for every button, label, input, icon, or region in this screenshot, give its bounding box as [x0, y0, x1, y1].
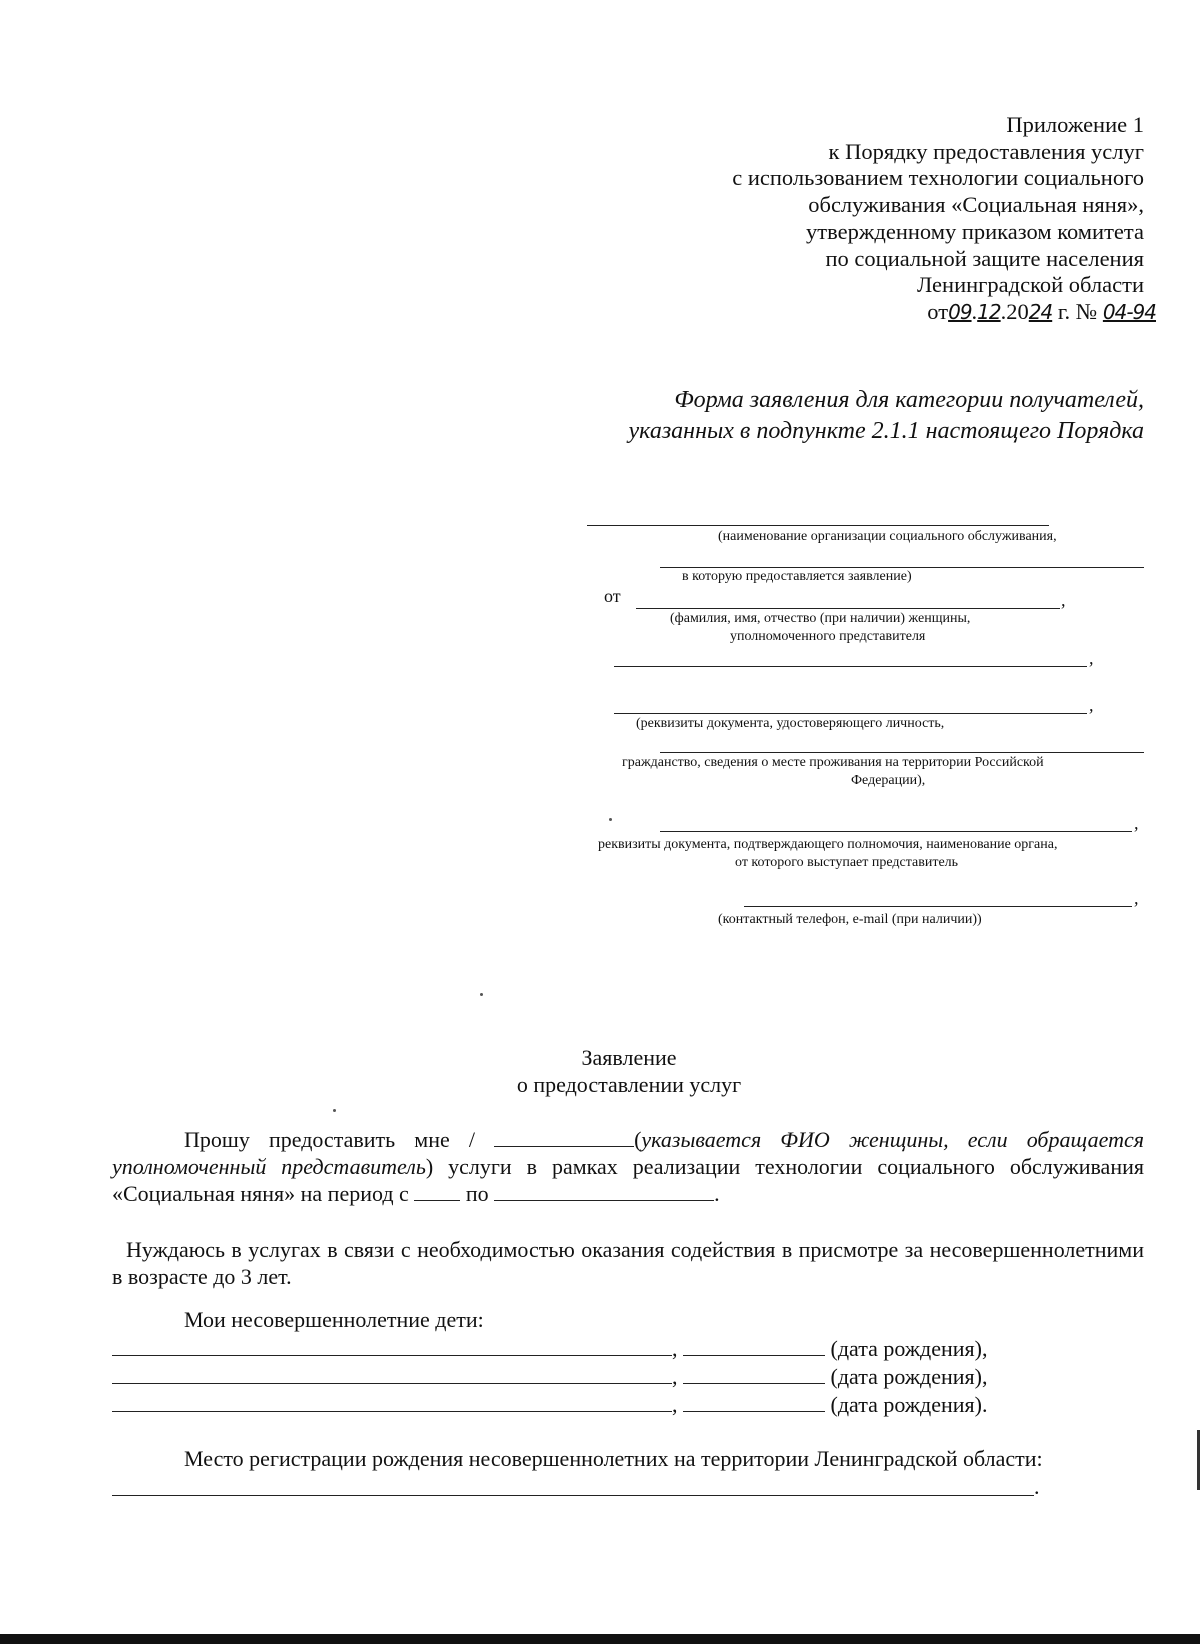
authority-hint-1: реквизиты документа, подтверждающего полномочия, наименование органа,: [598, 837, 1058, 852]
document-hint-1: (реквизиты документа, удостоверяющего личность,: [636, 716, 945, 731]
comma: ,: [1089, 695, 1094, 715]
request-text-middle: ) услуги в рамках реализации технологии социального обслуживания «Социальная няня» на период с: [112, 1154, 1144, 1206]
appendix-number: Приложение 1: [1006, 112, 1144, 137]
appendix-ref-line-3: с использованием технологии социального: [732, 165, 1144, 191]
order-date-line: [732, 299, 1156, 326]
document-line[interactable]: [614, 713, 1087, 714]
child-name-field[interactable]: [112, 1337, 672, 1356]
registration-end: .: [1034, 1474, 1040, 1499]
child-name-field[interactable]: [112, 1393, 672, 1412]
applicant-hint-1: (фамилия, имя, отчество (при наличии) женщины,: [670, 611, 971, 626]
period-start-blank[interactable]: [414, 1182, 460, 1201]
comma: ,: [1134, 813, 1139, 833]
comma: ,: [1134, 888, 1139, 908]
child-birthdate-field[interactable]: [683, 1337, 825, 1356]
authority-line[interactable]: [660, 831, 1132, 832]
form-title-line-1: Форма заявления для категории получателей,: [674, 387, 1144, 413]
fio-blank[interactable]: [494, 1128, 634, 1147]
child-row-3: [112, 1392, 987, 1418]
child-birthdate-field[interactable]: [683, 1393, 825, 1412]
scan-speck: [480, 993, 483, 996]
request-text-start: Прошу предоставить мне /: [184, 1127, 495, 1152]
contact-hint: (контактный телефон, e-mail (при наличии)): [718, 912, 982, 927]
appendix-ref-line-4: обслуживания «Социальная няня»,: [808, 192, 1144, 218]
form-title-line-2: указанных в подпункте 2.1.1 настоящего Порядка: [628, 418, 1144, 444]
fio-hint: указывается ФИО женщины, если обращается уполномоченный представитель: [112, 1127, 1144, 1179]
child-birthdate-field[interactable]: [683, 1365, 825, 1384]
appendix-ref-line-2: к Порядку предоставления услуг: [828, 138, 1144, 164]
request-paragraph: Прошу предоставить мне / (указывается ФИО женщины, если обращается уполномоченный представитель) услуги в рамках реализации технологии социального обслуживания «Социальная няня» на период с по .: [112, 1127, 1144, 1206]
statement-title: Заявление: [581, 1045, 677, 1070]
org-hint-2: в которую предоставляется заявление): [682, 569, 912, 584]
birthdate-hint: (дата рождения),: [825, 1336, 988, 1361]
document-line-2[interactable]: [660, 752, 1144, 753]
child-separator: ,: [672, 1392, 683, 1417]
applicant-hint-2: уполномоченного представителя: [730, 629, 926, 644]
order-number: 04-94: [1102, 299, 1156, 324]
birthdate-hint: (дата рождения),: [825, 1364, 988, 1389]
scan-speck: [609, 818, 612, 821]
child-name-field[interactable]: [112, 1365, 672, 1384]
scan-border: [0, 1634, 1200, 1644]
period-end-blank[interactable]: [494, 1182, 714, 1201]
org-hint-1: (наименование организации социального обслуживания,: [718, 529, 1057, 544]
date-separator: .: [971, 298, 978, 324]
need-paragraph: Нуждаюсь в услугах в связи с необходимостью оказания содействия в присмотре за несовершеннолетними в возрасте до 3 лет.: [112, 1237, 1144, 1289]
date-year-prefix: .20: [1000, 298, 1029, 324]
statement-subtitle: о предоставлении услуг: [516, 1072, 742, 1097]
date-day: 09: [948, 299, 972, 324]
applicant-name-line[interactable]: [636, 608, 1060, 609]
birthdate-hint: (дата рождения).: [825, 1392, 988, 1417]
child-row-2: [112, 1364, 987, 1390]
contact-line[interactable]: [744, 906, 1132, 907]
child-separator: ,: [672, 1336, 683, 1361]
document-hint-2: гражданство, сведения о месте проживания на территории Российской: [622, 755, 1044, 770]
appendix-header: [732, 112, 1156, 326]
org-name-line[interactable]: [587, 525, 1049, 526]
order-number-label: г. №: [1052, 298, 1103, 324]
registration-line[interactable]: [112, 1495, 1034, 1496]
children-label: Мои несовершеннолетние дети:: [184, 1307, 484, 1332]
period-end: .: [714, 1181, 720, 1206]
comma: ,: [1089, 648, 1094, 668]
document-hint-3: Федерации),: [851, 773, 926, 788]
appendix-ref-line-6: по социальной защите населения: [825, 245, 1144, 271]
form-title: [629, 385, 1144, 447]
appendix-ref-line-7: Ленинградской области: [916, 272, 1144, 298]
authority-hint-2: от которого выступает представитель: [735, 855, 959, 870]
date-prefix: от: [927, 298, 949, 324]
date-month: 12: [977, 299, 1001, 324]
comma: ,: [1061, 590, 1066, 610]
applicant-name-line-2[interactable]: [614, 666, 1087, 667]
registration-label: Место регистрации рождения несовершеннолетних на территории Ленинградской области:: [184, 1446, 1043, 1471]
child-row-1: [112, 1336, 987, 1362]
child-separator: ,: [672, 1364, 683, 1389]
scan-speck: [333, 1109, 336, 1112]
appendix-ref-line-5: утвержденному приказом комитета: [806, 218, 1144, 244]
date-year-suffix: 24: [1028, 299, 1053, 324]
from-label: от: [604, 586, 621, 606]
period-by-label: по: [460, 1181, 495, 1206]
